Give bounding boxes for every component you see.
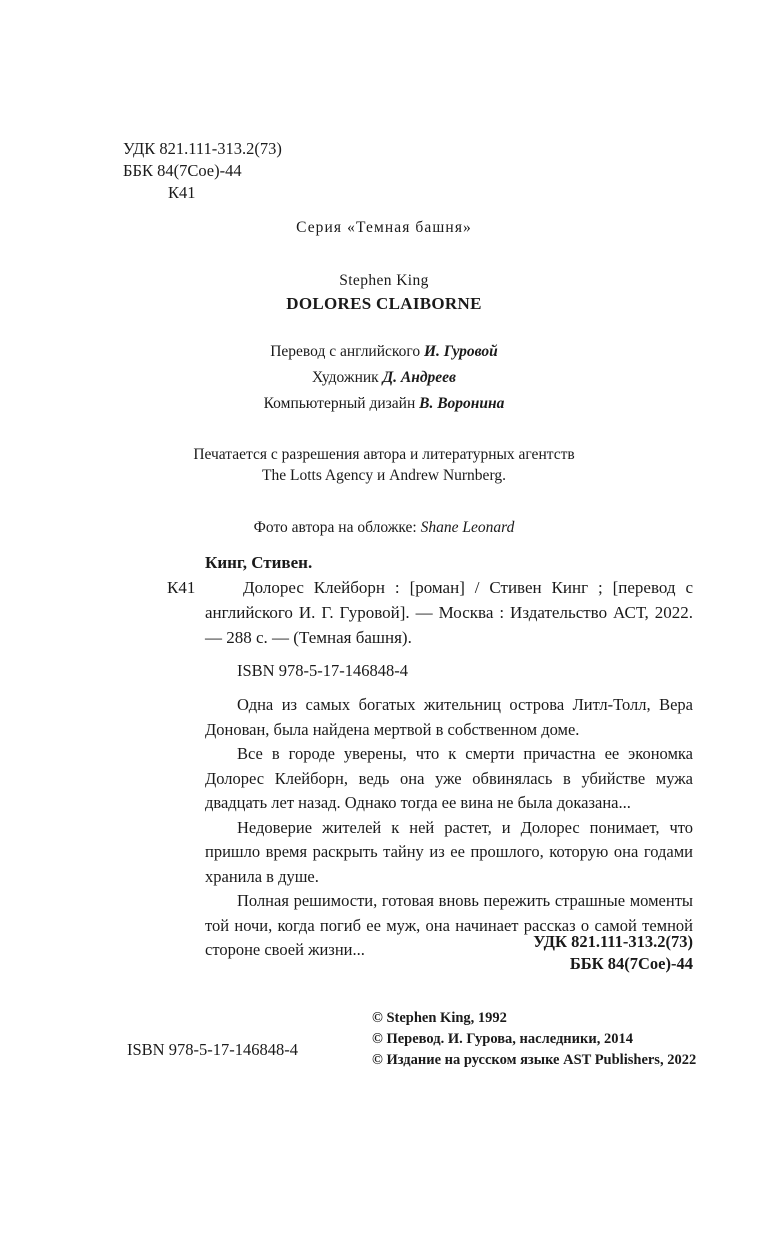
bbk-code-top: ББК 84(7Сое)-44 xyxy=(123,161,242,180)
translator-name: И. Гуровой xyxy=(424,343,498,360)
udk-code-top: УДК 821.111-313.2(73) xyxy=(123,139,282,158)
udk-code-bottom: УДК 821.111-313.2(73) xyxy=(533,932,693,951)
classification-codes-top xyxy=(123,138,282,204)
author-mark-top: К41 xyxy=(168,183,196,202)
cip-description: Долорес Клейборн : [роман] / Стивен Кинг ; [перевод с английского И. Г. Гуровой]. — Москва : Издательство АСТ, 2022. — 288 с. — (Темная башня). xyxy=(205,578,693,647)
cip-author-heading: Кинг, Стивен. xyxy=(205,553,313,572)
credits-block xyxy=(0,315,768,414)
translation-credit xyxy=(0,336,768,362)
original-title: DOLORES CLAIBORNE xyxy=(286,294,482,313)
artist-credit xyxy=(0,362,768,388)
translation-label: Перевод с английского xyxy=(270,343,424,360)
copyright-line-translation: © Перевод. И. Гурова, наследники, 2014 xyxy=(372,1031,633,1047)
copyright-block xyxy=(372,1008,696,1071)
cip-author-mark: К41 xyxy=(167,578,196,597)
designer-label: Компьютерный дизайн xyxy=(263,395,420,412)
annotation-block xyxy=(205,693,693,963)
rights-block xyxy=(0,414,768,486)
cip-body xyxy=(167,575,693,650)
front-matter-block xyxy=(0,218,768,538)
artist-label: Художник xyxy=(312,369,383,386)
cip-record xyxy=(167,551,693,650)
isbn-bottom: ISBN 978-5-17-146848-4 xyxy=(127,1040,298,1059)
annotation-paragraph: Полная решимости, готовая вновь пережить страшные моменты той ночи, когда погиб ее муж, она начинает рассказ о самой темной стороне своей жизни... xyxy=(205,891,693,959)
annotation-paragraph: Все в городе уверены, что к смерти причастна ее экономка Долорес Клейборн, ведь она уже обвинялась в убийстве мужа двадцать лет назад. Однако тогда ее вина не была доказана... xyxy=(205,744,693,812)
classification-codes-bottom xyxy=(533,931,693,975)
photo-credit xyxy=(0,486,768,538)
rights-line-2: The Lotts Agency и Andrew Nurnberg. xyxy=(262,467,506,484)
artist-name: Д. Андреев xyxy=(382,369,456,386)
photo-credit-label: Фото автора на обложке: xyxy=(253,519,421,536)
isbn-record: ISBN 978-5-17-146848-4 xyxy=(237,661,408,680)
annotation-paragraph: Одна из самых богатых жительниц острова Литл-Толл, Вера Донован, была найдена мертвой в собственном доме. xyxy=(205,695,693,739)
original-author: Stephen King xyxy=(339,272,429,289)
series-line: Серия «Темная башня» xyxy=(296,219,472,236)
photographer-name: Shane Leonard xyxy=(420,519,515,536)
annotation-paragraph: Недоверие жителей к ней растет, и Долорес понимает, что пришло время раскрыть тайну из ее прошлого, которую она годами хранила в душе. xyxy=(205,817,693,886)
designer-credit xyxy=(0,388,768,414)
designer-name: В. Воронина xyxy=(419,395,505,412)
rights-line-1: Печатается с разрешения автора и литературных агентств xyxy=(193,446,575,463)
copyright-line-edition: © Издание на русском языке AST Publishers, 2022 xyxy=(372,1052,697,1068)
bbk-code-bottom: ББК 84(7Сое)-44 xyxy=(569,954,693,973)
copyright-line-author: © Stephen King, 1992 xyxy=(372,1010,507,1026)
